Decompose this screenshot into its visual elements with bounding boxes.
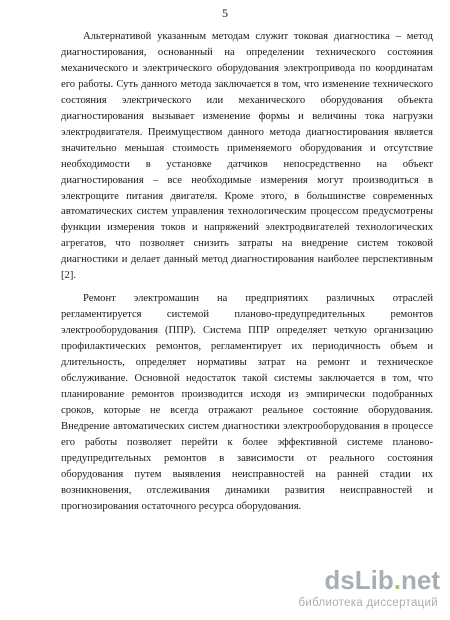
dslib-watermark [260,565,440,615]
logo-tld-text: net [401,565,440,595]
logo-dot: . [393,565,401,595]
dslib-logo [260,565,440,595]
page-number: 5 [222,6,228,20]
body-text [61,29,433,515]
paragraph-current-diagnostics: Альтернативой указанным методам служит токовая диагностика – метод диагностирования, основанный на определении технического состояния механического и электрического оборудования электропривода по координатам его работы. Суть данного метода заключается в том, что изменение технического состояния электрического или механического оборудования объекта диагностирования вызывает изменение формы и величины тока нагрузки электродвигателя. Преимуществом данного метода диагностирования является значительно меньшая стоимость применяемого оборудования и отсутствие необходимости в установке датчиков непосредственно на объект диагностирования – все необходимые измерения могут производиться в электрощите питания двигателя. Кроме этого, в большинстве современных автоматических систем управления технологическим процессом предусмотрены функции измерения токов и напряжений электродвигателей технологических агрегатов, что позволяет снизить затраты на внедрение систем токовой диагностики и делает данный метод диагностирования наиболее перспективным [2]. [61,31,433,282]
paragraph-ppr-system: Ремонт электромашин на предприятиях различных отраслей регламентируется системой планово-предупредительных ремонтов электрооборудования (ППР). Система ППР определяет четкую организацию профилактических ремонтов, регламентирует их периодичность объем и длительность, определяет нормативы затрат на ремонт и техническое обслуживание. Основной недостаток такой системы заключается в том, что планирование ремонтов производится исходя из эмпирически подобранных сроков, которые не всегда отражают реальное состояние оборудования. Внедрение автоматических систем диагностики электрооборудования в процессе его работы позволяет перейти к более эффективной системе планово-предупредительных ремонтов в зависимости от реального состояния оборудования путем выявления неисправностей на ранней стадии их возникновения, отслеживания динамики развития неисправностей и прогнозирования остаточного ресурса оборудования. [61,293,433,512]
logo-main-text: dsLib [324,565,394,595]
watermark-caption: библиотека диссертаций [298,597,438,609]
